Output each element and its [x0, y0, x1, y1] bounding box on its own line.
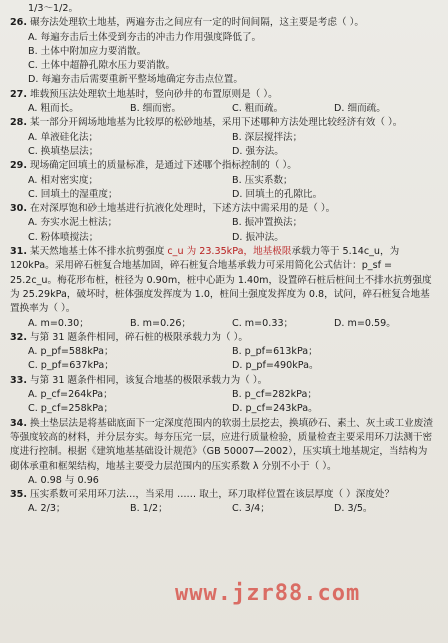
- question-stem: [10, 417, 436, 474]
- option-d: D. 强夯法。: [232, 145, 284, 157]
- option-b: B. p_pf=613kPa；: [232, 346, 318, 358]
- option-b: B. m=0.26；: [130, 317, 192, 329]
- question-stem: [10, 331, 436, 345]
- question-31: [10, 245, 436, 331]
- question-30: [10, 202, 436, 245]
- question-28: [10, 116, 436, 159]
- option-c: C. 换填垫层法；: [28, 145, 99, 157]
- question-27: [10, 88, 436, 117]
- question-stem: [10, 202, 436, 216]
- header-line: [10, 2, 436, 16]
- option-d: D. 3/5。: [334, 503, 373, 515]
- question-stem: [10, 159, 436, 173]
- option-a: A. 2/3；: [28, 503, 66, 515]
- stem-text: 在对深厚饱和砂土地基进行抗液化处理时，下述方法中需采用的是（ ）。: [30, 203, 336, 215]
- question-number: 34.: [10, 417, 27, 429]
- option-a: A. 相对密实度；: [28, 174, 99, 186]
- option-c: C. m=0.33；: [232, 317, 294, 329]
- question-number: 28.: [10, 117, 27, 129]
- question-stem: [10, 245, 436, 316]
- question-number: 27.: [10, 88, 27, 100]
- option-a: A. p_cf=264kPa；: [28, 389, 113, 401]
- question-number: 31.: [10, 246, 27, 258]
- option-b: B. 振冲置换法；: [232, 217, 303, 229]
- options-row: [10, 317, 436, 331]
- option-c: C. 粉体喷搅法；: [28, 231, 99, 243]
- option-b: B. 1/2；: [130, 503, 168, 515]
- option-a: A. 夯实水泥土桩法；: [28, 217, 118, 229]
- question-number: 30.: [10, 203, 27, 215]
- stem-text: 与第 31 题条件相同，碎石桩的极限承载力为（ ）。: [30, 331, 249, 343]
- option-d: D. p_cf=243kPa。: [232, 403, 318, 415]
- question-29: [10, 159, 436, 202]
- options-row: [10, 502, 436, 516]
- stem-text: 碾夯法处理软土地基，两遍夯击之间应有一定的时间间隔，这主要是考虑（ ）。: [30, 17, 365, 29]
- question-35: [10, 488, 436, 517]
- stem-text-cont: 承载力等于 5.14c_u，为 120kPa。采用碎石桩复合地基加固，碎石桩复合地基承载力可采用简化公式估计：p_sf = 25.2c_u。梅花形布桩，桩径为 0.90m，桩中心距为 1.40m，设置碎石桩后桩间土不排水抗剪强度为 25.29kPa，破坏时，桩体强度发挥度为 1.0，桩间土强度发挥度为 0.8，试问，碎石桩复合地基置换率为（ ）。: [10, 246, 432, 315]
- question-stem: [10, 374, 436, 388]
- stem-text: 某一部分开阔场地地基为比较厚的松砂地基，采用下述哪种方法处理比较经济有效（ ）。: [30, 117, 403, 129]
- option-d: D. m=0.59。: [334, 317, 396, 329]
- question-number: 29.: [10, 160, 27, 172]
- options-grid: [10, 345, 436, 374]
- option-a: A. p_pf=588kPa；: [28, 346, 114, 358]
- stem-text: 与第 31 题条件相同，该复合地基的极限承载力为（ ）。: [30, 374, 268, 386]
- option-c: C. 粗而疏。: [232, 103, 284, 115]
- highlighted-text: c_u 为 23.35kPa，地基极限: [167, 246, 292, 258]
- option-d: D. 振冲法。: [232, 231, 284, 243]
- options-row: [10, 102, 436, 116]
- option-c: C. 回填土的湿重度；: [28, 188, 118, 200]
- options-grid: [10, 388, 436, 417]
- question-stem: [10, 16, 436, 30]
- option-a: A. 单液硅化法；: [28, 131, 99, 143]
- options-grid: [10, 131, 436, 160]
- question-list: [10, 2, 436, 517]
- option-b: B. 压实系数；: [232, 174, 293, 186]
- stem-text: 现场确定回填土的质量标准，是通过下述哪个指标控制的（ ）。: [30, 160, 297, 172]
- stem-text: 换土垫层法是将基础底面下一定深度范围内的软弱土层挖去，换填砂石、素土、灰土或工业废渣等强度较高的材料，并分层夯实。每夯压完一层，应进行质量检验，质量检查主要采用环刀法测干密度进行控制。根据《建筑地基基础设计规范》（GB 50007—2002），压实填土地基规定，当结构为砌体承重和框架结构，地基主要受力层范围内的压实系数 λ 分别不小于（ ）。: [10, 417, 433, 472]
- option-c: C. p_cf=258kPa；: [28, 403, 114, 415]
- option-d: D. p_pf=490kPa。: [232, 360, 319, 372]
- option-a: A. 每遍夯击后土体受到夯击的冲击力作用强度降低了。: [28, 31, 262, 43]
- stem-text: 压实系数可采用环刀法…，当采用 …… 取土，环刀取样位置在该层厚度（ ）深度处？: [30, 489, 395, 501]
- question-26: [10, 16, 436, 87]
- option-b: B. 深层搅拌法；: [232, 131, 303, 143]
- option-c: C. p_pf=637kPa；: [28, 360, 114, 372]
- option-c: C. 土体中超静孔隙水压力要消散。: [28, 60, 176, 72]
- option-a: A. 0.98 与 0.96: [28, 474, 99, 486]
- question-33: [10, 374, 436, 417]
- question-32: [10, 331, 436, 374]
- question-number: 26.: [10, 17, 27, 29]
- question-stem: [10, 488, 436, 502]
- option-d: D. 细而疏。: [334, 103, 386, 115]
- question-34: [10, 417, 436, 488]
- watermark-url: www.jzr88.com: [175, 581, 361, 606]
- question-stem: [10, 116, 436, 130]
- option-c: C. 3/4；: [232, 503, 270, 515]
- option-d: D. 回填土的孔隙比。: [232, 188, 323, 200]
- question-number: 35.: [10, 489, 27, 501]
- option-a: A. 粗而长。: [28, 103, 79, 115]
- option-d: D. 每遍夯击后需要重新平整场地确定夯击点位置。: [28, 74, 243, 86]
- stem-text: 堆载预压法处理软土地基时，竖向砂井的布置原则是（ ）。: [30, 88, 278, 100]
- options-grid: [10, 216, 436, 245]
- option-b: B. 细而密。: [130, 103, 182, 115]
- stem-text: 某天然地基土体不排水抗剪强度: [30, 246, 168, 258]
- option-b: B. p_cf=282kPa；: [232, 389, 317, 401]
- question-number: 33.: [10, 374, 27, 386]
- options-grid: [10, 174, 436, 203]
- question-stem: [10, 88, 436, 102]
- header-text: 1/3～1/2。: [28, 3, 79, 14]
- option-a: A. m=0.30；: [28, 317, 89, 329]
- option-b: B. 土体中附加应力要消散。: [28, 45, 147, 57]
- question-number: 32.: [10, 331, 27, 343]
